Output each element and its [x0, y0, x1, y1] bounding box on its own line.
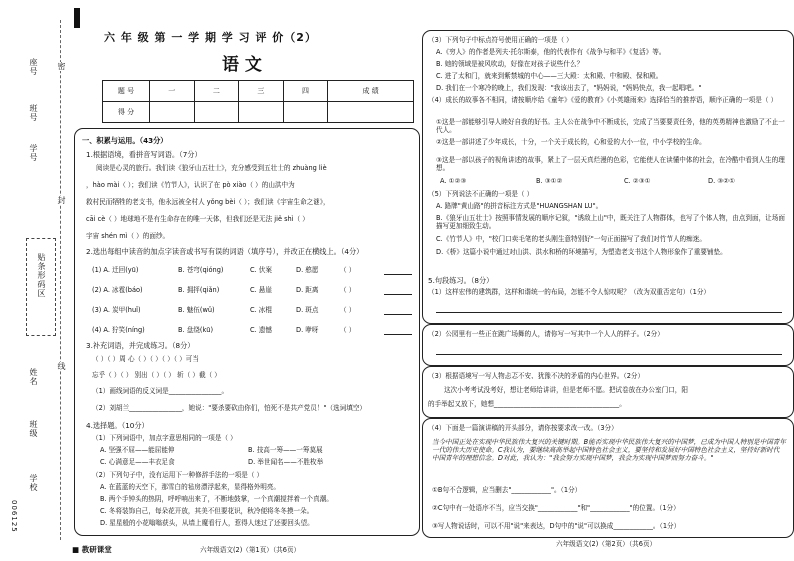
- label-class-no: 班号: [29, 104, 38, 122]
- q2-opt: D. 距离: [296, 286, 319, 294]
- q2-opt: (1) A. 迁回(yū): [92, 266, 139, 274]
- q2-opt: D. 咿呀: [296, 326, 319, 334]
- q2-answer-box[interactable]: （ ）: [340, 286, 356, 294]
- q2-title: 2.选出每组中读音的加点字读音或书写有误的词语（填序号），并改正在横线上。（4分）: [86, 247, 364, 256]
- q2-opt: C. 悬崖: [250, 286, 272, 294]
- q4-3-option-c[interactable]: C. 进了太和门，就来到紫禁城的中心——三大殿：太和殿、中和殿、保和殿。: [436, 72, 663, 80]
- q2-answer-box[interactable]: （ ）: [340, 266, 356, 274]
- label-school: 学校: [29, 474, 38, 492]
- score-cell[interactable]: [239, 102, 284, 123]
- q5-3-line-2: 的手举起又放下，她想______________________________________。: [428, 400, 626, 408]
- q5-4-task-a[interactable]: ①B句不合逻辑，应当删去"____________"。（1分）: [432, 486, 582, 494]
- q4-2-option-b[interactable]: B. 两个手钟头的热阴，呼呼响出来了，不断地鼓掌，一个真潮搅拌着一个真潮。: [100, 495, 333, 503]
- q4-3-option-d[interactable]: D. 我们在一个寒冷的晚上，我们发现："我该出去了，"妈妈说，"妈妈快点，我一起唱吧。": [436, 84, 702, 92]
- q2-opt: C. 冰棍: [250, 306, 272, 314]
- q4-5-option-d[interactable]: D.《桥》这篇小说中通过对山洪、洪水和桥的环境描写，为塑造老支书这个人物形象作了重要铺垫。: [436, 248, 727, 256]
- publisher-logo: ■ 教研课堂: [72, 545, 112, 554]
- q4-title: 4.选择题。（10分）: [86, 421, 149, 430]
- barcode-area-label: 贴条形码区: [37, 253, 46, 298]
- q4-4-stem: （4）成长的故事各不相同，请按顺序给《童年》《爱的教育》《小英雄雨来》选择恰当的推荐语，顺序正确的一项是（ ）: [428, 96, 778, 104]
- q4-1-option-a[interactable]: A. 坚强不屈——能屈能伸: [100, 446, 175, 454]
- score-col: 成 绩: [328, 81, 414, 102]
- q3-sub-1: （1）画线词语的反义词是________________。: [92, 387, 229, 395]
- q2-opt: B. 拥抨(qiǎn): [178, 286, 220, 294]
- q2-opt: D. 斑点: [296, 306, 319, 314]
- section-1-heading: 一、积累与运用。（43分）: [82, 136, 168, 145]
- right-sheet-4: [422, 418, 794, 538]
- q4-3-option-a[interactable]: A.《穷人》的作者是列夫·托尔斯泰，他的代表作有《战争与和平》《复活》等。: [436, 48, 666, 56]
- label-class: 班级: [29, 420, 38, 438]
- q5-2-answer-line[interactable]: [436, 354, 782, 355]
- q4-1-option-d[interactable]: D. 举世闻名——不胜枚举: [248, 458, 324, 466]
- q5-4-task-b[interactable]: ②C句中有一处语序不当，应当交换"____________"和"____________"的位置。（1分）: [432, 504, 680, 512]
- q4-5-option-a[interactable]: A. 路牌"黄山路"的拼音标注方式是"HUANGSHAN LU"。: [436, 202, 603, 210]
- q4-5-option-b[interactable]: B.《狼牙山五壮士》按照事情发展的顺序记叙，"诱敌上山"中，既关注了人物群体，也写了个体人物，由点到面，让场面描写更加细致生动。: [436, 214, 785, 230]
- q2-answer-box[interactable]: （ ）: [340, 326, 356, 334]
- cut-label-3: 线: [57, 362, 66, 371]
- q3-line-2: 忘乎（ ）（ ） 别出（ ）（ ） 斩（ ）截（ ）: [92, 371, 221, 379]
- q2-opt: (4) A. 狞笑(níng): [92, 326, 145, 334]
- q2-opt: C. 遗憾: [250, 326, 272, 334]
- q2-correction-line[interactable]: [384, 274, 412, 275]
- q2-opt: B. 盘绕(kū): [178, 326, 214, 334]
- q4-2-option-d[interactable]: D. 星星般的小花嗡嗡获头，从墙上魔看行人，惹得人迷过了还要回头望。: [100, 519, 314, 527]
- q1-line-1: 阅读是心灵的旅行。我们读《狼牙山五壮士》，充分感受到五壮士的 zhuàng liè: [96, 164, 327, 172]
- q5-4-passage: 当今中国正处在实现中华民族伟大复兴的关键时期。B能否实现中华民族伟大复兴的中国梦，已成为中国人特别是中国青年一代的伟大历史使命。C我认为，要继续高高举起中国特色社会主义，要坚持和发展好中国特色社会主义，坚持好新时代中国青年的理想信念。D对此，我认为："我会努力实现中国梦，我会为实现中国梦而努力奋斗。": [432, 438, 786, 462]
- q2-opt: (2) A. 冰雹(báo): [92, 286, 143, 294]
- q2-opt: B. 魅伍(wǔ): [178, 306, 215, 314]
- q4-4-blurb-3: ③这是一部以孩子的视角讲述的故事，紧上了一层天真烂漫的色彩，它能使人在读懂中体的社会，在冷酷中看到人生的理想。: [436, 156, 785, 172]
- barcode-area: [26, 238, 56, 336]
- exam-title: 六 年 级 第 一 学 期 学 习 评 价（2）: [104, 31, 317, 44]
- score-col: 四: [283, 81, 328, 102]
- q4-1-option-b[interactable]: B. 技高一筹——一筹莫展: [248, 446, 323, 454]
- q2-correction-line[interactable]: [384, 294, 412, 295]
- score-col: 三: [239, 81, 284, 102]
- q5-4-stem: （4）下面是一篇演讲稿的开头部分，请你按要求改一改。（3分）: [428, 424, 618, 432]
- score-table: [102, 80, 414, 123]
- label-seat: 座号: [29, 58, 38, 76]
- q2-correction-line[interactable]: [384, 314, 412, 315]
- q2-correction-line[interactable]: [384, 334, 412, 335]
- q4-4-option-a[interactable]: A. ①②③: [440, 177, 467, 185]
- q1-line-4: cāi cè（ ）地球地不是有生命存在的唯一天体，但我们还是无法 jiě shì（ ）: [86, 215, 309, 223]
- score-col: 二: [194, 81, 239, 102]
- q3-sub-2: （2）刘胡兰________________，她说："要杀要砍由你们，怕死不是共产党员！"（选词填空）: [92, 404, 367, 412]
- label-student-no: 学号: [29, 144, 38, 162]
- code-number: 006125: [10, 500, 18, 533]
- q4-4-blurb-1: ①这是一部能够引导人睦好自我的好书。主人公在战争中不断成长，完成了当要要责任务，他的英勇精神也激励了不止一代人。: [436, 118, 785, 134]
- q5-4-task-c[interactable]: ③写人物说话时，可以不用"说"来表达，D句中的"说"可以换成____________。（1分）: [432, 522, 681, 530]
- q5-title: 5.句段练习。（8分）: [428, 276, 494, 285]
- q4-2-stem: （2）下列句子中，没有运用下一种修辞手法的一项是（ ）: [92, 471, 264, 479]
- q1-title: 1.根据语境，看拼音写词语。（7分）: [86, 150, 202, 159]
- cut-label-1: 密: [57, 62, 66, 71]
- score-cell[interactable]: [283, 102, 328, 123]
- q2-opt: (3) A. 炭甲(huǐ): [92, 306, 141, 314]
- score-cell[interactable]: [328, 102, 414, 123]
- subject-title: 语 文: [222, 55, 262, 75]
- q4-5-option-c[interactable]: C.《竹节人》中，"校门口卖毛笔的老头刚生意特别好"一句正面描写了我们对竹节人的痴迷。: [436, 235, 706, 243]
- q4-4-option-c[interactable]: C. ②③①: [624, 177, 651, 185]
- corner-mark-top: [74, 8, 80, 28]
- q4-4-option-d[interactable]: D. ③②①: [708, 177, 736, 185]
- q2-answer-box[interactable]: （ ）: [340, 306, 356, 314]
- q4-2-option-a[interactable]: A. 在蓝蓝的天空下，那雪白的毡房漂浮起来，显得格外明亮。: [100, 483, 281, 491]
- label-name: 姓名: [29, 368, 38, 386]
- q2-opt: C. 伏案: [250, 266, 272, 274]
- q3-title: 3.补充词语，并完成练习。（8分）: [86, 341, 195, 350]
- q5-3-line-1: 这次小考考试没考好，想让老师给讲讲，但是老师不愿。把试卷放在办公室门口，阳: [444, 386, 688, 394]
- q1-line-3: 救村民而牺牲的老支书，他永远被全村人 yǒng bèi（ ）；我们读《宇宙生命之谜》，: [86, 198, 330, 206]
- left-page-footer: 六年级语文(2)（第1页）（共6页）: [200, 546, 301, 554]
- q4-3-option-b[interactable]: B. 她的领域是被风吹动，好像在对孩子说些什么？: [436, 60, 584, 68]
- cut-label-2: 封: [57, 196, 66, 205]
- score-cell[interactable]: [150, 102, 195, 123]
- q2-opt: B. 苍穹(qióng): [178, 266, 224, 274]
- q3-line-1: （ ）（ ）周 心（ ）（ ）（ ）（ ）可当: [92, 355, 199, 363]
- cut-line: [60, 20, 61, 540]
- score-cell[interactable]: [194, 102, 239, 123]
- q4-2-option-c[interactable]: C. 冬将装饰自己，每朵花开放，其美不但要花识，秋冷便将冬冬摸一朵。: [100, 507, 314, 515]
- q4-4-option-b[interactable]: B. ③①②: [536, 177, 563, 185]
- q1-line-5: 宇宙 shén mì（ ）的面纱。: [86, 232, 170, 240]
- q4-4-blurb-2: ②这是一部讲述了少年成长，十分，一个关于成长的，心和爱的大小一位，中小学校的生命。: [436, 138, 706, 146]
- score-row-label: 得 分: [103, 102, 150, 123]
- q4-1-stem: （1）下列词语中，加点字意思相同的一项是（ ）: [92, 434, 237, 442]
- q2-opt: D. 憨愿: [296, 266, 319, 274]
- q4-5-stem: （5）下列说法不正确的一项是（ ）: [428, 190, 534, 198]
- score-col: 一: [150, 81, 195, 102]
- right-page-footer: 六年级语文(2)（第2页）（共6页）: [556, 540, 657, 548]
- q5-2-stem: （2）公园里有一些正在跳广场舞的人，请你写一写其中一个人人的样子。（2分）: [428, 330, 664, 338]
- q4-3-stem: （3）下列句子中标点符号使用正确的一项是（ ）: [428, 36, 573, 44]
- q4-1-option-c[interactable]: C. 心满意足——丰衣足食: [100, 458, 175, 466]
- q1-line-2: ，hào mài（ ）；我们读《竹节人》，认识了在 pò xiào（ ）的山洪中为: [86, 181, 295, 189]
- q5-3-stem: （3）根据语境写一写人物忐忑不安、犹豫不决的矛盾的内心世界。（2分）: [428, 372, 645, 380]
- q5-1-stem: （1）这样宏伟的建筑群，这样和谐统一的布局，怎能不令人惊叹呢？（改为双重否定句）（1分）: [428, 288, 711, 296]
- score-row-label: 题 号: [103, 81, 150, 102]
- q5-1-answer-line[interactable]: [436, 312, 782, 313]
